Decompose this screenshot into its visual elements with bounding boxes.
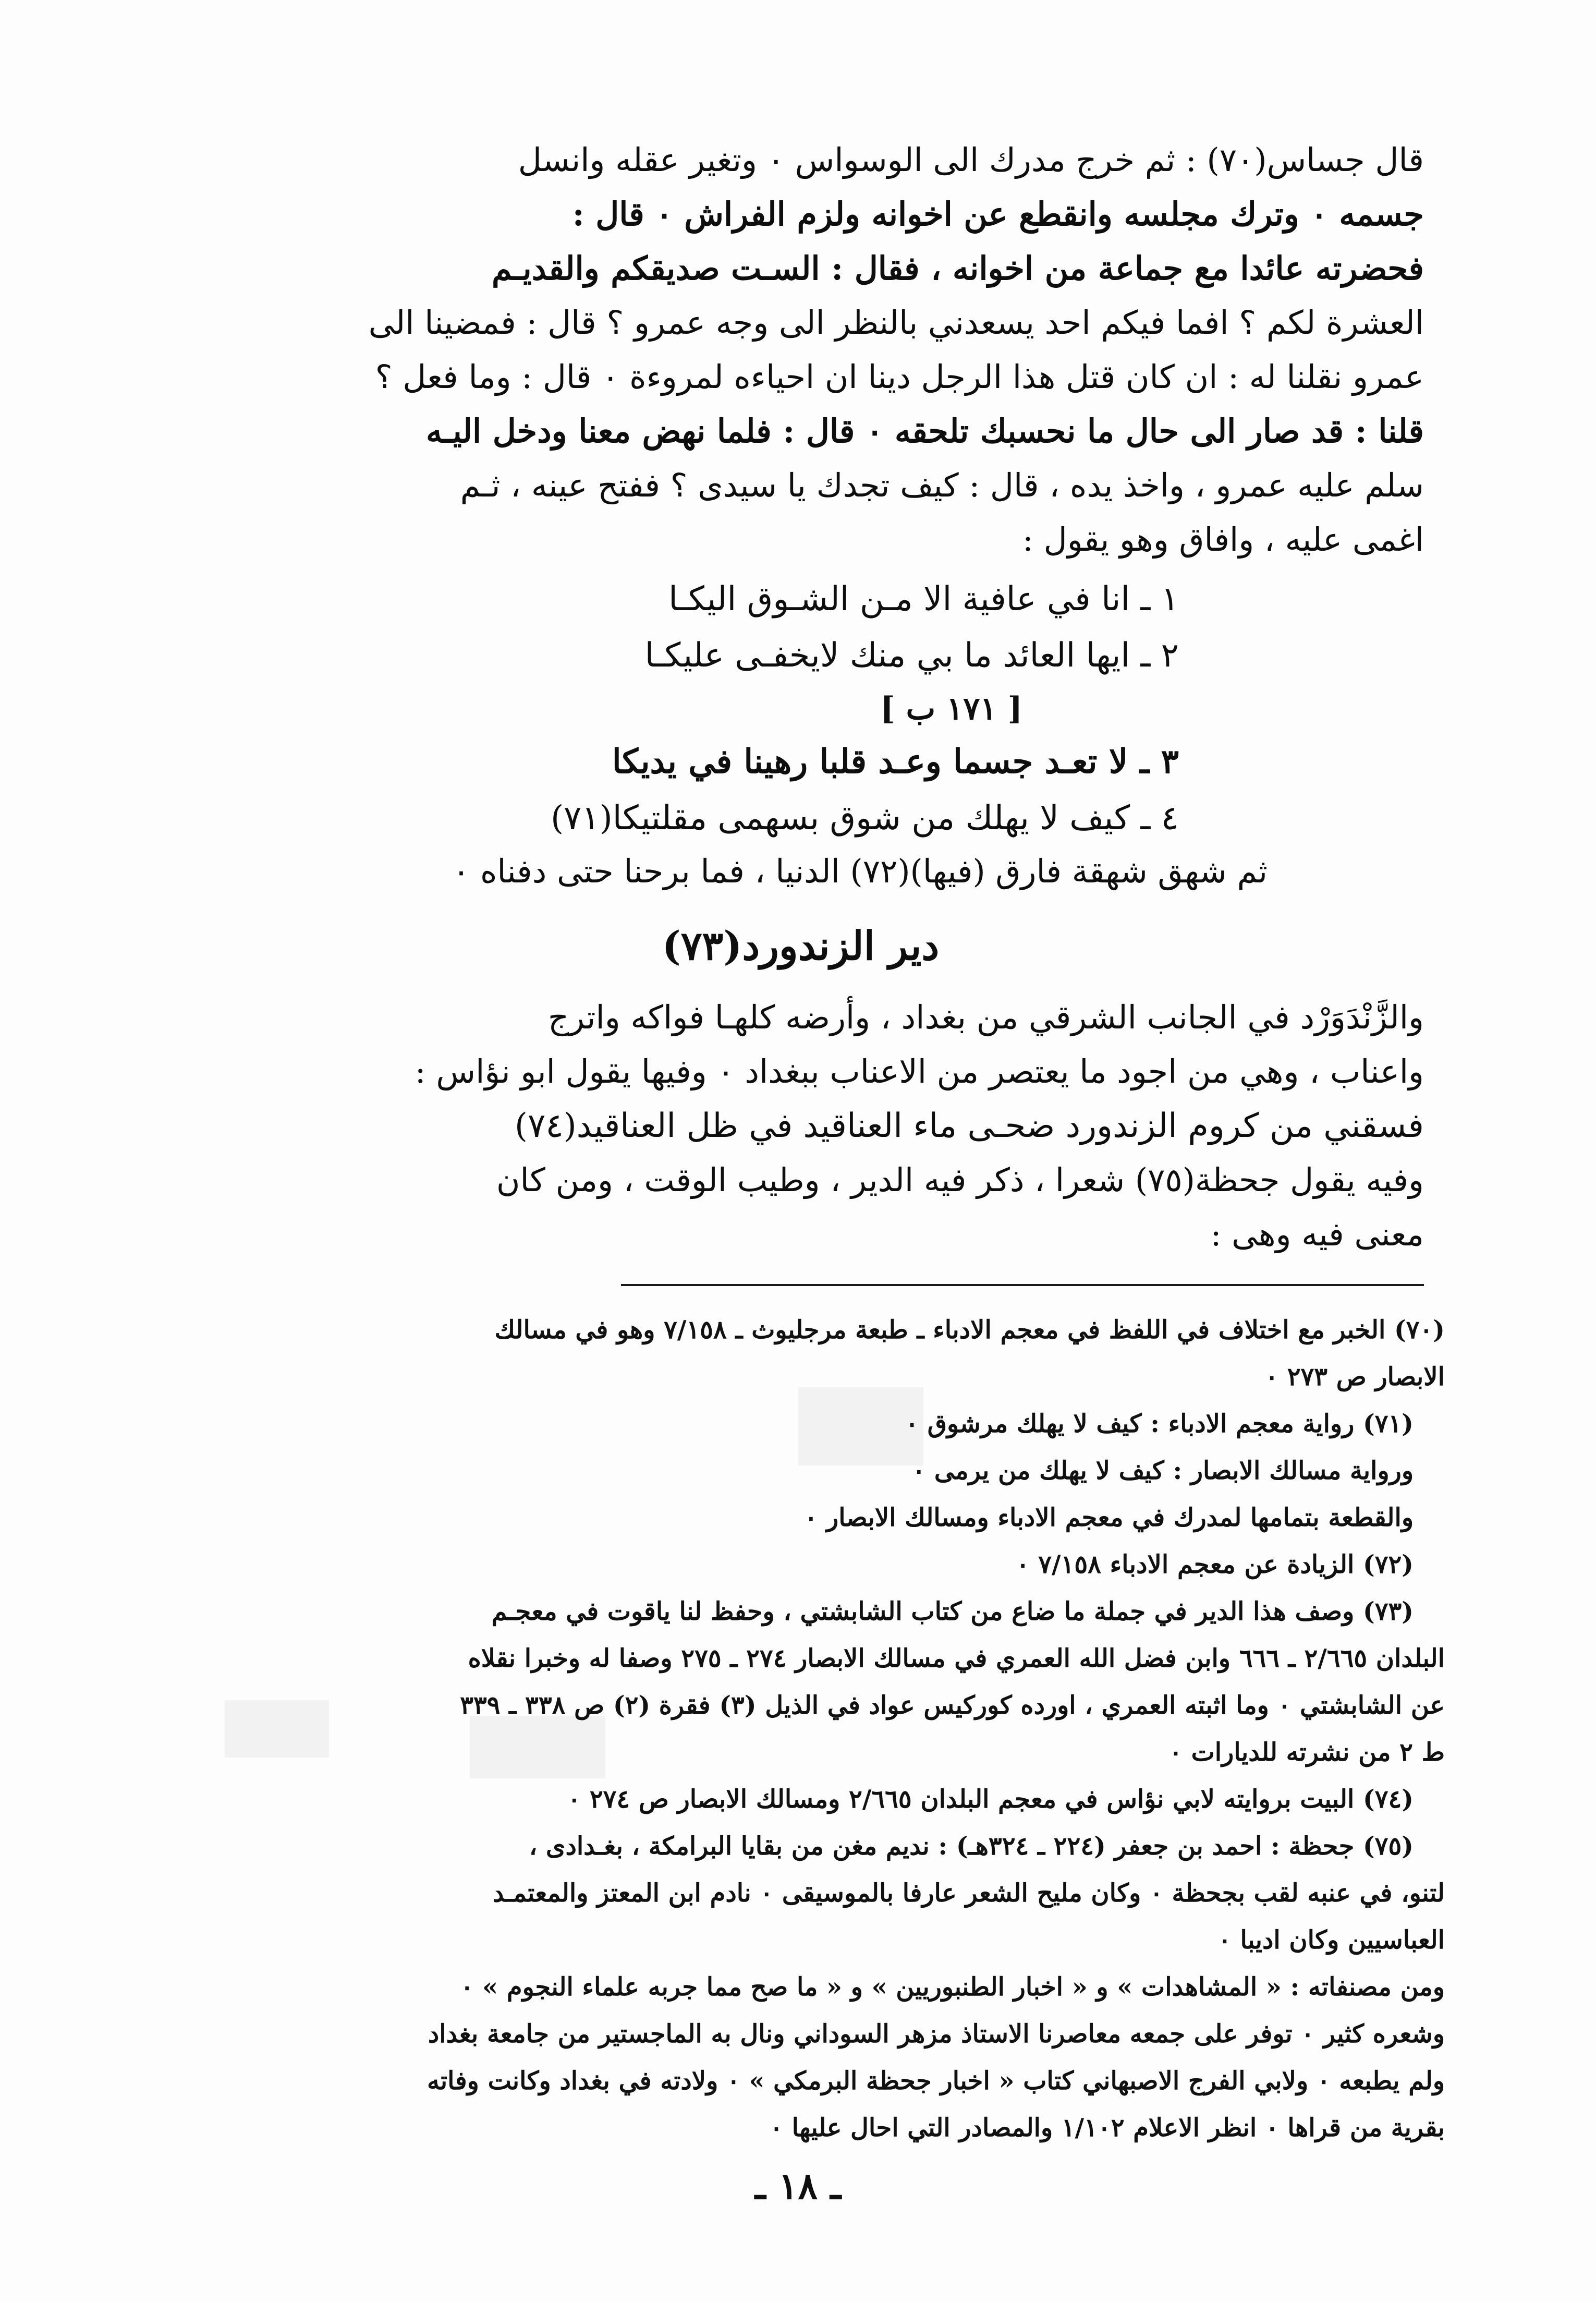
footnotes [156, 1306, 1445, 2151]
text-line: العشرة لكم ؟ افما فيكم احد يسعدني بالنظر الى وجه عمرو ؟ قال : فمضينا الى [368, 304, 1424, 342]
footnote-line: (٧٥) جحظة : احمد بن جعفر (٢٢٤ ـ ٣٢٤هـ) : نديم مغن من بقايا البرامكة ، بغـدادى ، [529, 1832, 1414, 1861]
footnote-divider [621, 1284, 1424, 1286]
footnote-line: ولم يطبعه ٠ ولابي الفرج الاصبهاني كتاب « اخبار جحظة البرمكي » ٠ ولادته في بغداد وكانت وفاته [427, 2066, 1445, 2095]
folio-marker: [ ١٧١ ب ] [880, 690, 1022, 727]
footnote-line: ط ٢ من نشرته للديارات ٠ [1169, 1738, 1445, 1767]
section-paragraph [177, 990, 1424, 1099]
text-line: اغمى عليه ، وافاق وهو يقول : [1022, 520, 1424, 559]
poem-line: فسقني من كروم الزندورد ضحـى ماء العناقيد في ظل العناقيد(٧٤) [514, 1107, 1424, 1145]
footnote-line: (٧١) رواية معجم الادباء : كيف لا يهلك مرشوق ٠ [905, 1409, 1414, 1438]
footnote-line: ومن مصنفاته : « المشاهدات » و « اخبار الطنبوريين » و « ما صح مما جربه علماء النجوم » ٠ [460, 1972, 1445, 2002]
verse-block [177, 571, 1424, 846]
text-line: واعناب ، وهي من اجود ما يعتصر من الاعناب ببغداد ٠ وفيها يقول ابو نؤاس : [415, 1052, 1424, 1091]
verse-line: ٢ ـ ايها العائد ما بي منك لايخفـى عليكـا [644, 636, 1179, 675]
footnote-line: ورواية مسالك الابصار : كيف لا يهلك من يرمى ٠ [912, 1456, 1414, 1485]
footnote-line: الابصار ص ٢٧٣ ٠ [1265, 1362, 1445, 1391]
page-number: ـ ١٨ ـ [755, 2164, 841, 2208]
verse-line: ١ ـ انا في عافية الا مـن الشـوق اليكـا [668, 580, 1179, 619]
text-line: فحضرته عائدا مع جماعة من اخوانه ، فقال : السـت صديقكم والقديـم [492, 249, 1424, 287]
footnote-line: (٧٣) وصف هذا الدير في جملة ما ضاع من كتاب الشابشتي ، وحفظ لنا ياقوت في معجـم [491, 1597, 1414, 1626]
footnote-line: (٧٠) الخبر مع اختلاف في اللفظ في معجم الادباء ـ طبعة مرجليوث ـ ٧/١٥٨ وهو في مسالك [494, 1315, 1445, 1344]
text-line: عمرو نقلنا له : ان كان قتل هذا الرجل دينا ان احياءه لمروءة ٠ قال : وما فعل ؟ [375, 358, 1424, 396]
intro-paragraph [177, 133, 1424, 567]
text-line: قال جساس(٧٠) : ثم خرج مدرك الى الوسواس ٠ وتغير عقله وانسل [518, 141, 1424, 179]
footnote-line: (٧٤) البيت بروايته لابي نؤاس في معجم البلدان ٢/٦٦٥ ومسالك الابصار ص ٢٧٤ ٠ [567, 1785, 1414, 1814]
footnote-line: العباسيين وكان اديبا ٠ [1218, 1925, 1445, 1955]
text-line: معنى فيه وهى : [1210, 1215, 1424, 1253]
verse-line: ٤ ـ كيف لا يهلك من شوق بسهمى مقلتيكا(٧١) [551, 799, 1179, 838]
main-text [177, 133, 1424, 1262]
verse-line: ٣ ـ لا تعـد جسما وعـد قلبا رهينا في يديكا [612, 742, 1179, 781]
text-line: جسمه ٠ وترك مجلسه وانقطع عن اخوانه ولزم الفراش ٠ قال : [572, 195, 1424, 233]
footnote-line: وشعره كثير ٠ توفر على جمعه معاصرنا الاستاذ مزهر السوداني ونال به الماجستير من جامعة بغداد [428, 2019, 1445, 2049]
footnote-line: لتنو، في عنبه لقب بجحظة ٠ وكان مليح الشعر عارفا بالموسيقى ٠ نادم ابن المعتز والمعتمـد [492, 1879, 1445, 1908]
footnote-line: والقطعة بتمامها لمدرك في معجم الادباء ومسالك الابصار ٠ [804, 1503, 1414, 1532]
footnote-line: (٧٢) الزيادة عن معجم الادباء ٧/١٥٨ ٠ [1016, 1550, 1414, 1579]
text-line: والزَّنْدَوَرْد في الجانب الشرقي من بغداد ، وأرضه كلهـا فواكه واترج [548, 998, 1424, 1036]
closing-paragraph [177, 1153, 1424, 1262]
text-line: وفيه يقول جحظة(٧٥) شعرا ، ذكر فيه الدير ، وطيب الوقت ، ومن كان [496, 1161, 1424, 1199]
text-line: سلم عليه عمرو ، واخذ يده ، قال : كيف تجدك يا سيدى ؟ ففتح عينه ، ثـم [460, 466, 1424, 504]
footnote-line: البلدان ٢/٦٦٥ ـ ٦٦٦ وابن فضل الله العمري في مسالك الابصار ٢٧٤ ـ ٢٧٥ وصفا له وخبرا نقلاه [468, 1644, 1445, 1673]
after-verse-line: ثم شهق شهقة فارق (فيها)(٧٢) الدنيا ، فما برحنا حتى دفناه ٠ [452, 852, 1268, 890]
text-line: قلنا : قد صار الى حال ما نحسبك تلحقه ٠ قال : فلما نهض معنا ودخل اليـه [425, 412, 1424, 450]
footnote-line: عن الشابشتي ٠ وما اثبته العمري ، اورده كوركيس عواد في الذيل (٣) فقرة (٢) ص ٣٣٨ ـ ٣٣٩ [460, 1691, 1445, 1720]
footnote-line: بقرية من قراها ٠ انظر الاعلام ١/١٠٢ والمصادر التي احال عليها ٠ [770, 2113, 1445, 2142]
section-heading: دير الزندورد(٧٣) [662, 923, 940, 969]
